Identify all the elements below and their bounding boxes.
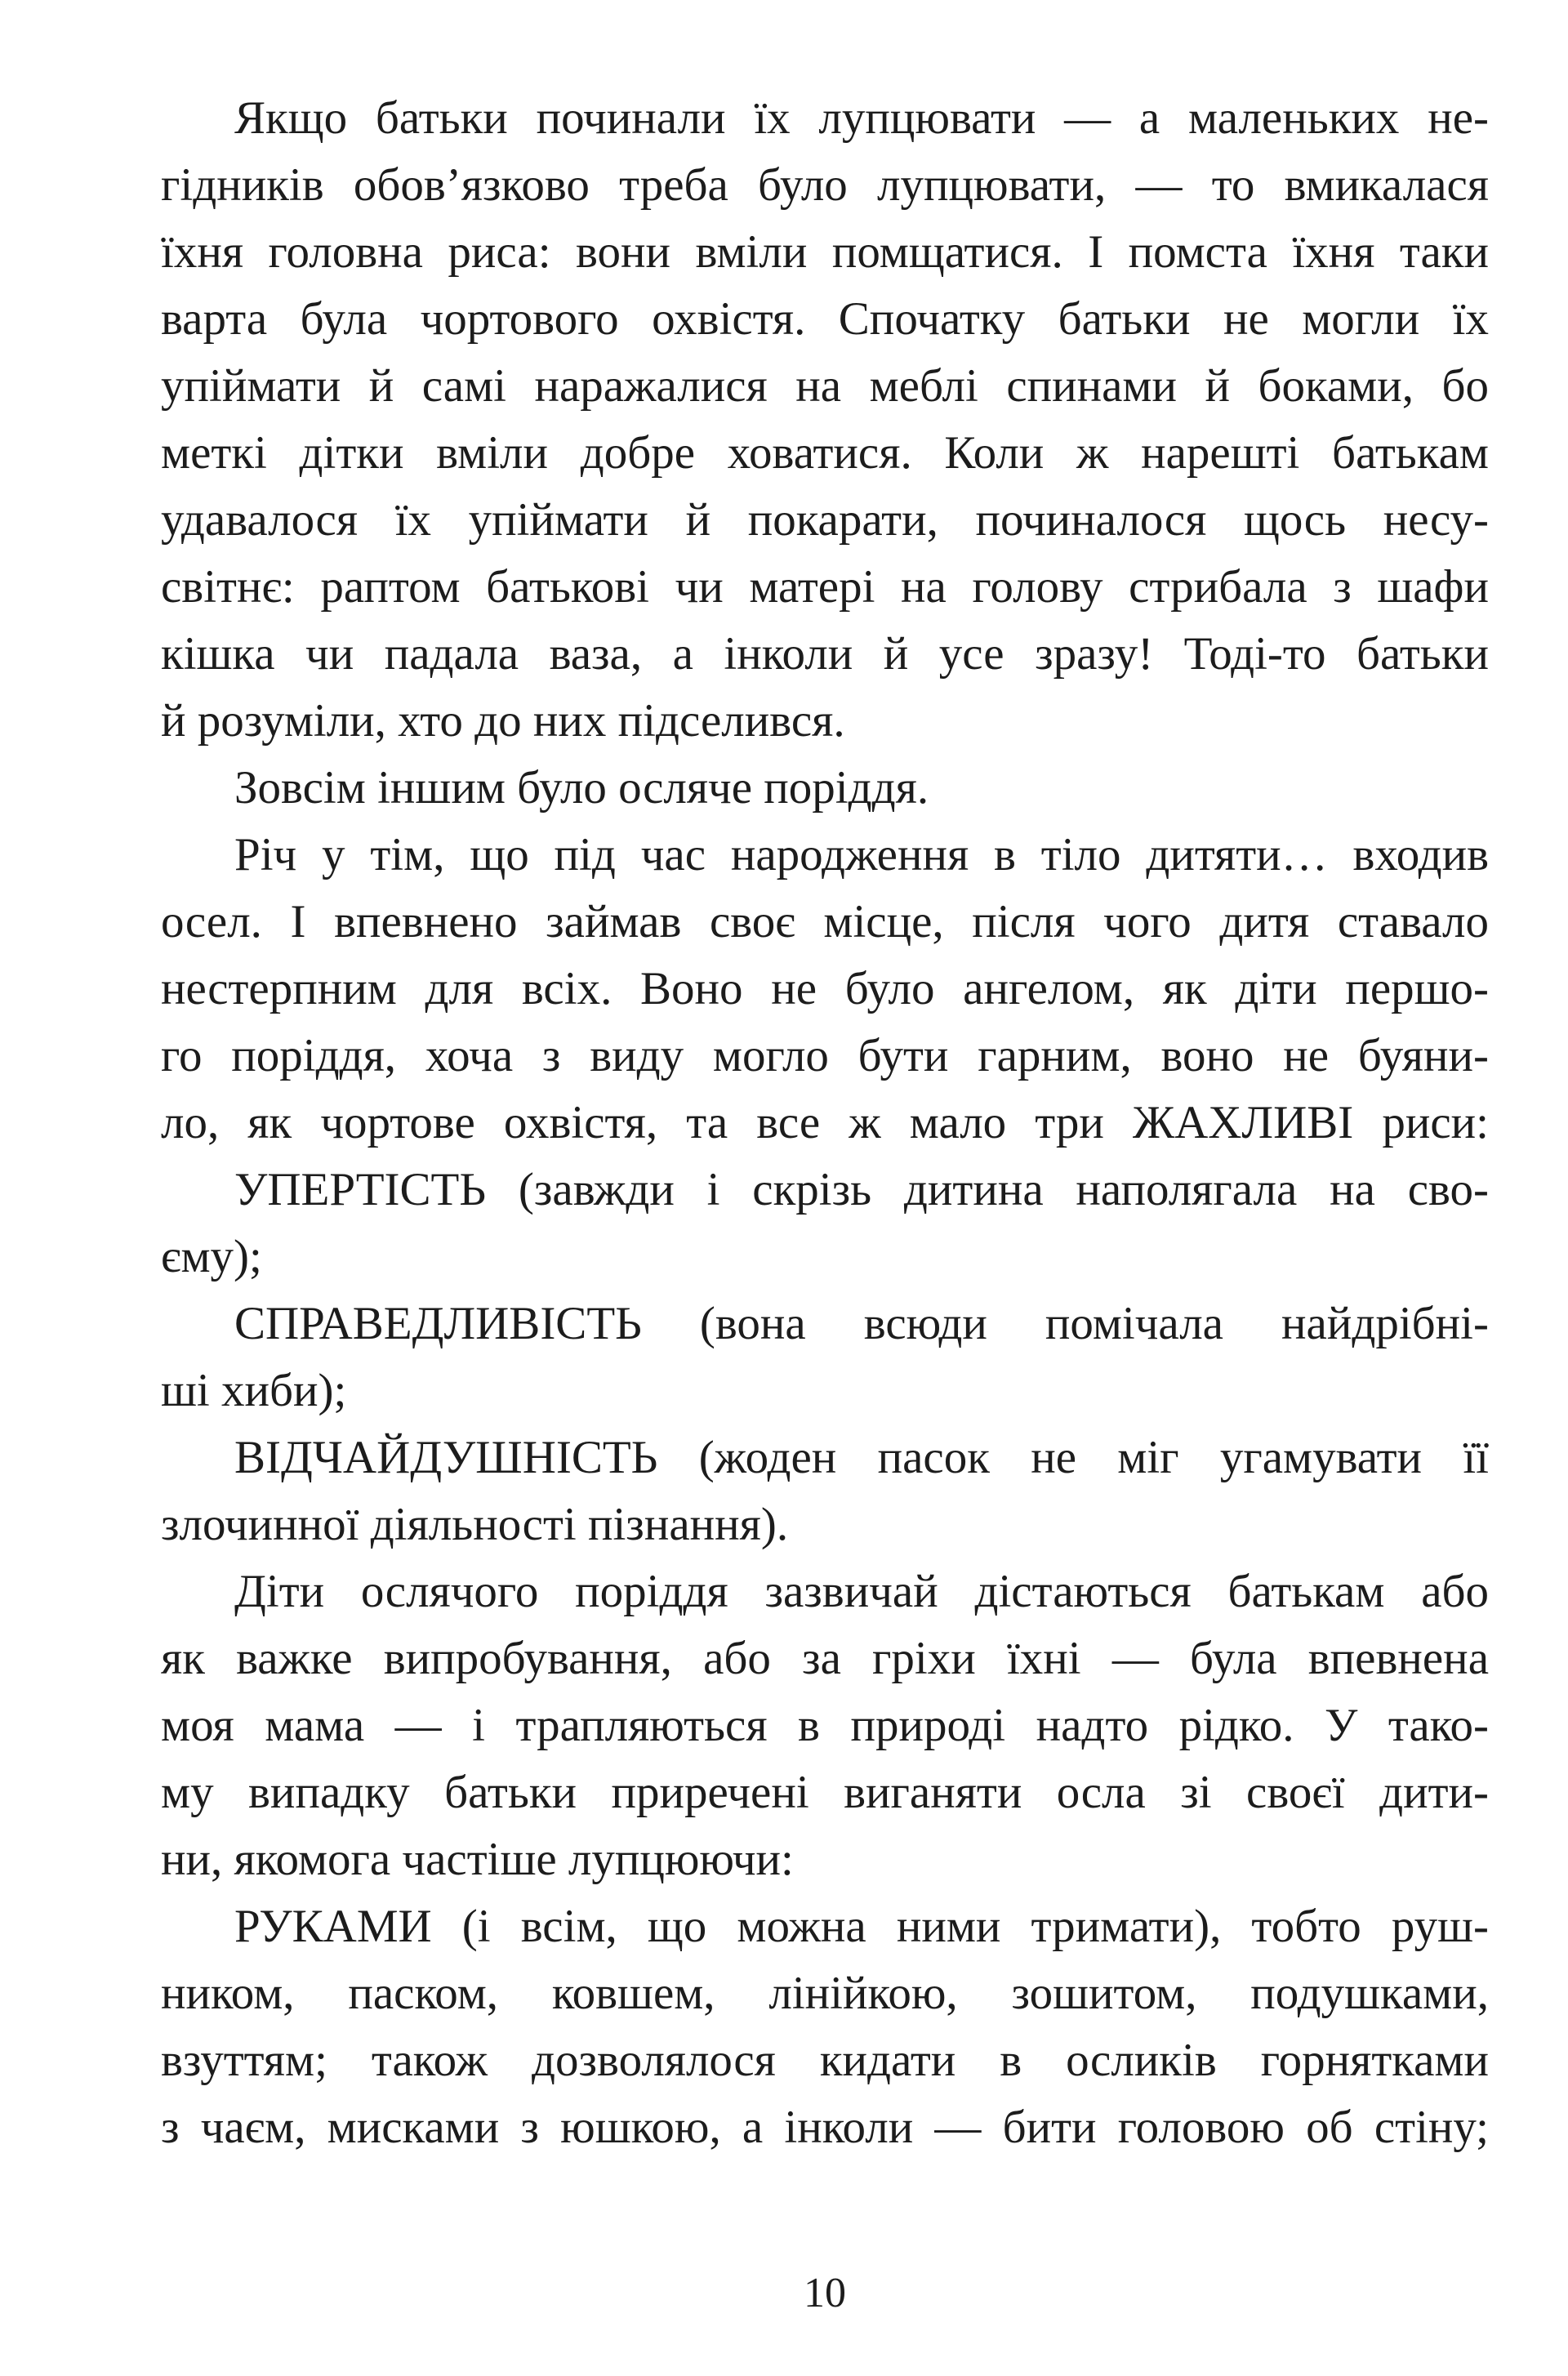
text-line: Річ у тім, що під час народження в тіло дитяти… входив [234,829,1489,880]
text-line: Якщо батьки починали їх лупцювати — а маленьких не- [234,92,1489,144]
text-line: кішка чи падала ваза, а інколи й усе зразу! Тоді-то батьки [161,628,1489,680]
text-line: злочинної діяльності пізнання). [161,1499,789,1550]
text-line: моя мама — і трапляються в природі надто рідко. У тако- [161,1700,1489,1751]
text-line: й розуміли, хто до них підселився. [161,695,845,747]
text-line: РУКАМИ (і всім, що можна ними тримати), тобто руш- [234,1901,1489,1952]
text-line: гідників обов’язково треба було лупцювати, — то вмикалася [161,159,1489,211]
text-line: взуттям; також дозволялося кидати в осликів горнятками [161,2035,1489,2086]
text-line: нестерпним для всіх. Воно не було ангелом, як діти першо- [161,963,1489,1014]
text-line: удавалося їх упіймати й покарати, починалося щось несу- [161,494,1489,546]
text-line: осел. І впевнено займав своє місце, після чого дитя ставало [161,896,1489,947]
text-block [161,85,1489,2161]
text-line: меткі дітки вміли добре ховатися. Коли ж нарешті батькам [161,427,1489,479]
text-line: їхня головна риса: вони вміли помщатися. І помста їхня таки [161,226,1489,278]
text-line: го поріддя, хоча з виду могло бути гарним, воно не буяни- [161,1030,1489,1081]
text-line: СПРАВЕДЛИВІСТЬ (вона всюди помічала найдрібні- [234,1298,1489,1349]
text-line: ші хиби); [161,1365,347,1416]
text-line: ВІДЧАЙДУШНІСТЬ (жоден пасок не міг угамувати її [234,1432,1489,1483]
text-line: ни, якомога частіше лупцюючи: [161,1834,794,1885]
text-line: УПЕРТІСТЬ (завжди і скрізь дитина наполягала на сво- [234,1164,1489,1215]
text-line: ником, паском, ковшем, лінійкою, зошитом, подушками, [161,1968,1489,2019]
text-line: Діти ослячого поріддя зазвичай дістаються батькам або [234,1566,1489,1617]
text-line: му випадку батьки приречені виганяти осла зі своєї дити- [161,1767,1489,1818]
text-line: світнє: раптом батькові чи матері на голову стрибала з шафи [161,561,1489,613]
text-line: ло, як чортове охвістя, та все ж мало три ЖАХЛИВІ риси: [161,1097,1489,1148]
text-line: як важке випробування, або за гріхи їхні — була впевнена [161,1633,1489,1684]
text-line: єму); [161,1231,262,1282]
text-line: з чаєм, мисками з юшкою, а інколи — бити головою об стіну; [161,2102,1489,2153]
page-number: 10 [804,2270,846,2316]
text-line: упіймати й самі наражалися на меблі спинами й боками, бо [161,360,1489,412]
text-line: Зовсім іншим було осляче поріддя. [234,762,929,814]
text-line: варта була чортового охвістя. Спочатку батьки не могли їх [161,293,1489,345]
